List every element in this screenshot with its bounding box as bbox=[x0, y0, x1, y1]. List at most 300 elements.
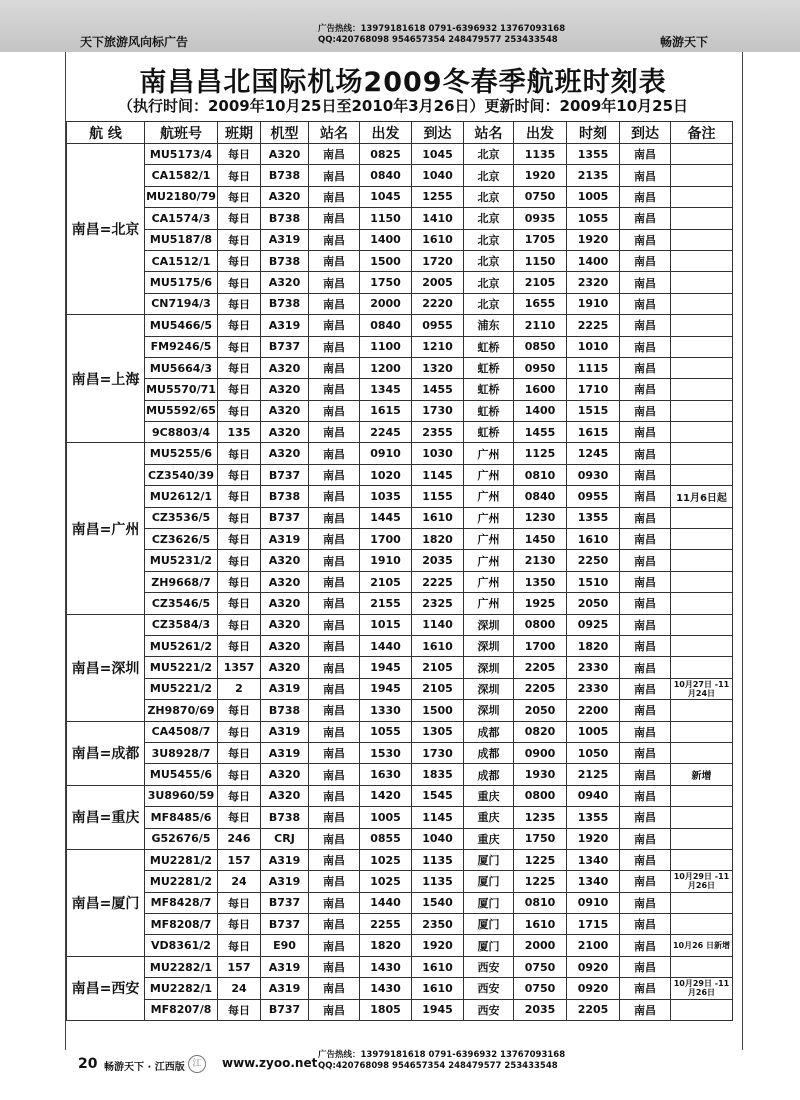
destination-station-cell: 广州 bbox=[464, 571, 514, 592]
departure-time-cell: 2255 bbox=[360, 914, 412, 935]
route-cell: 南昌=上海 bbox=[67, 315, 145, 443]
origin-station-cell: 南昌 bbox=[309, 635, 360, 656]
aircraft-type-cell: A319 bbox=[261, 871, 309, 892]
return-arrival-time-cell: 1355 bbox=[567, 507, 620, 528]
schedule-days-cell: 1357 bbox=[218, 657, 261, 678]
destination-station-cell: 北京 bbox=[464, 293, 514, 314]
departure-time-cell: 1200 bbox=[360, 357, 412, 378]
remark-cell bbox=[671, 742, 733, 763]
flight-number-cell: MU5187/8 bbox=[145, 229, 218, 250]
destination-station-cell: 厦门 bbox=[464, 892, 514, 913]
origin-station-cell: 南昌 bbox=[309, 807, 360, 828]
return-arrival-time-cell: 1340 bbox=[567, 849, 620, 870]
flight-number-cell: 9C8803/4 bbox=[145, 422, 218, 443]
remark-cell bbox=[671, 529, 733, 550]
table-row bbox=[67, 892, 733, 913]
return-station-cell: 南昌 bbox=[620, 807, 671, 828]
table-row bbox=[67, 550, 733, 571]
table-row bbox=[67, 144, 733, 165]
remark-cell bbox=[671, 293, 733, 314]
schedule-days-cell: 每日 bbox=[218, 742, 261, 763]
origin-station-cell: 南昌 bbox=[309, 144, 360, 165]
destination-station-cell: 广州 bbox=[464, 464, 514, 485]
flight-number-cell: CA4508/7 bbox=[145, 721, 218, 742]
origin-station-cell: 南昌 bbox=[309, 443, 360, 464]
table-row bbox=[67, 571, 733, 592]
return-arrival-time-cell: 2225 bbox=[567, 315, 620, 336]
header-ad-hotline: 广告热线：13979181618 0791-6396932 13767093168 bbox=[318, 24, 566, 34]
aircraft-type-cell: B738 bbox=[261, 250, 309, 271]
departure-time-cell: 1445 bbox=[360, 507, 412, 528]
return-departure-time-cell: 1400 bbox=[514, 400, 567, 421]
departure-time-cell: 1805 bbox=[360, 999, 412, 1020]
return-station-cell: 南昌 bbox=[620, 250, 671, 271]
schedule-days-cell: 每日 bbox=[218, 464, 261, 485]
table-row bbox=[67, 529, 733, 550]
remark-cell bbox=[671, 721, 733, 742]
destination-station-cell: 深圳 bbox=[464, 700, 514, 721]
return-arrival-time-cell: 2320 bbox=[567, 272, 620, 293]
column-header: 航班号 bbox=[145, 122, 218, 144]
departure-time-cell: 1615 bbox=[360, 400, 412, 421]
remark-cell bbox=[671, 550, 733, 571]
return-arrival-time-cell: 1355 bbox=[567, 807, 620, 828]
departure-time-cell: 0910 bbox=[360, 443, 412, 464]
departure-time-cell: 1430 bbox=[360, 978, 412, 999]
return-station-cell: 南昌 bbox=[620, 593, 671, 614]
return-station-cell: 南昌 bbox=[620, 229, 671, 250]
flight-number-cell: MU2282/1 bbox=[145, 956, 218, 977]
arrival-time-cell: 1720 bbox=[412, 250, 464, 271]
departure-time-cell: 1345 bbox=[360, 379, 412, 400]
aircraft-type-cell: A319 bbox=[261, 229, 309, 250]
schedule-days-cell: 每日 bbox=[218, 165, 261, 186]
origin-station-cell: 南昌 bbox=[309, 764, 360, 785]
departure-time-cell: 0840 bbox=[360, 315, 412, 336]
return-arrival-time-cell: 2125 bbox=[567, 764, 620, 785]
remark-cell bbox=[671, 272, 733, 293]
arrival-time-cell: 1135 bbox=[412, 871, 464, 892]
return-departure-time-cell: 1150 bbox=[514, 250, 567, 271]
return-arrival-time-cell: 1055 bbox=[567, 208, 620, 229]
departure-time-cell: 1330 bbox=[360, 700, 412, 721]
table-body bbox=[67, 144, 733, 1021]
departure-time-cell: 2105 bbox=[360, 571, 412, 592]
return-departure-time-cell: 1655 bbox=[514, 293, 567, 314]
schedule-days-cell: 每日 bbox=[218, 208, 261, 229]
return-departure-time-cell: 2035 bbox=[514, 999, 567, 1020]
return-arrival-time-cell: 1715 bbox=[567, 914, 620, 935]
destination-station-cell: 虹桥 bbox=[464, 400, 514, 421]
schedule-days-cell: 每日 bbox=[218, 443, 261, 464]
return-departure-time-cell: 2000 bbox=[514, 935, 567, 956]
return-departure-time-cell: 1750 bbox=[514, 828, 567, 849]
arrival-time-cell: 1610 bbox=[412, 635, 464, 656]
schedule-days-cell: 每日 bbox=[218, 272, 261, 293]
return-arrival-time-cell: 1115 bbox=[567, 357, 620, 378]
schedule-days-cell: 每日 bbox=[218, 593, 261, 614]
return-station-cell: 南昌 bbox=[620, 678, 671, 699]
destination-station-cell: 成都 bbox=[464, 721, 514, 742]
arrival-time-cell: 2355 bbox=[412, 422, 464, 443]
table-row bbox=[67, 422, 733, 443]
table-row bbox=[67, 315, 733, 336]
return-departure-time-cell: 0750 bbox=[514, 186, 567, 207]
return-station-cell: 南昌 bbox=[620, 892, 671, 913]
departure-time-cell: 1440 bbox=[360, 635, 412, 656]
return-arrival-time-cell: 1615 bbox=[567, 422, 620, 443]
destination-station-cell: 西安 bbox=[464, 978, 514, 999]
return-arrival-time-cell: 0930 bbox=[567, 464, 620, 485]
origin-station-cell: 南昌 bbox=[309, 956, 360, 977]
remark-cell bbox=[671, 144, 733, 165]
remark-cell bbox=[671, 785, 733, 806]
header-ad-block bbox=[318, 24, 565, 46]
return-departure-time-cell: 0750 bbox=[514, 956, 567, 977]
destination-station-cell: 成都 bbox=[464, 742, 514, 763]
return-departure-time-cell: 1705 bbox=[514, 229, 567, 250]
schedule-days-cell: 每日 bbox=[218, 144, 261, 165]
flight-number-cell: CA1582/1 bbox=[145, 165, 218, 186]
schedule-days-cell: 每日 bbox=[218, 550, 261, 571]
arrival-time-cell: 1820 bbox=[412, 529, 464, 550]
footer-ad-block bbox=[318, 1050, 565, 1072]
remark-cell bbox=[671, 422, 733, 443]
departure-time-cell: 1020 bbox=[360, 464, 412, 485]
return-departure-time-cell: 0935 bbox=[514, 208, 567, 229]
departure-time-cell: 0825 bbox=[360, 144, 412, 165]
page-subtitle: （执行时间：2009年10月25日至2010年3月26日）更新时间：2009年10月25日 bbox=[117, 97, 689, 115]
remark-cell bbox=[671, 700, 733, 721]
arrival-time-cell: 1305 bbox=[412, 721, 464, 742]
destination-station-cell: 北京 bbox=[464, 144, 514, 165]
departure-time-cell: 1945 bbox=[360, 678, 412, 699]
table-row bbox=[67, 657, 733, 678]
schedule-days-cell: 每日 bbox=[218, 614, 261, 635]
origin-station-cell: 南昌 bbox=[309, 828, 360, 849]
destination-station-cell: 厦门 bbox=[464, 914, 514, 935]
destination-station-cell: 北京 bbox=[464, 186, 514, 207]
flight-number-cell: MF8208/7 bbox=[145, 914, 218, 935]
departure-time-cell: 1945 bbox=[360, 657, 412, 678]
table-row bbox=[67, 785, 733, 806]
return-station-cell: 南昌 bbox=[620, 272, 671, 293]
destination-station-cell: 浦东 bbox=[464, 315, 514, 336]
origin-station-cell: 南昌 bbox=[309, 978, 360, 999]
arrival-time-cell: 1155 bbox=[412, 486, 464, 507]
return-station-cell: 南昌 bbox=[620, 614, 671, 635]
origin-station-cell: 南昌 bbox=[309, 208, 360, 229]
return-station-cell: 南昌 bbox=[620, 336, 671, 357]
remark-cell bbox=[671, 464, 733, 485]
table-row bbox=[67, 165, 733, 186]
origin-station-cell: 南昌 bbox=[309, 742, 360, 763]
origin-station-cell: 南昌 bbox=[309, 593, 360, 614]
return-arrival-time-cell: 1920 bbox=[567, 229, 620, 250]
table-row bbox=[67, 507, 733, 528]
schedule-days-cell: 每日 bbox=[218, 336, 261, 357]
aircraft-type-cell: A320 bbox=[261, 614, 309, 635]
return-departure-time-cell: 0820 bbox=[514, 721, 567, 742]
schedule-days-cell: 每日 bbox=[218, 293, 261, 314]
return-arrival-time-cell: 1010 bbox=[567, 336, 620, 357]
arrival-time-cell: 2225 bbox=[412, 571, 464, 592]
remark-cell: 新增 bbox=[671, 764, 733, 785]
return-arrival-time-cell: 1710 bbox=[567, 379, 620, 400]
return-arrival-time-cell: 2135 bbox=[567, 165, 620, 186]
return-departure-time-cell: 1610 bbox=[514, 914, 567, 935]
remark-cell bbox=[671, 379, 733, 400]
return-departure-time-cell: 0810 bbox=[514, 892, 567, 913]
remark-cell bbox=[671, 507, 733, 528]
arrival-time-cell: 1030 bbox=[412, 443, 464, 464]
aircraft-type-cell: B738 bbox=[261, 807, 309, 828]
destination-station-cell: 深圳 bbox=[464, 635, 514, 656]
origin-station-cell: 南昌 bbox=[309, 507, 360, 528]
column-header: 出发 bbox=[360, 122, 412, 144]
remark-cell bbox=[671, 336, 733, 357]
aircraft-type-cell: A319 bbox=[261, 849, 309, 870]
table-header-row bbox=[67, 122, 733, 144]
flight-number-cell: MU5261/2 bbox=[145, 635, 218, 656]
destination-station-cell: 广州 bbox=[464, 486, 514, 507]
aircraft-type-cell: A319 bbox=[261, 956, 309, 977]
aircraft-type-cell: A320 bbox=[261, 272, 309, 293]
aircraft-type-cell: A320 bbox=[261, 785, 309, 806]
return-departure-time-cell: 0900 bbox=[514, 742, 567, 763]
return-station-cell: 南昌 bbox=[620, 357, 671, 378]
departure-time-cell: 1015 bbox=[360, 614, 412, 635]
table-row bbox=[67, 229, 733, 250]
column-header: 到达 bbox=[412, 122, 464, 144]
destination-station-cell: 重庆 bbox=[464, 785, 514, 806]
aircraft-type-cell: B737 bbox=[261, 336, 309, 357]
aircraft-type-cell: A320 bbox=[261, 550, 309, 571]
destination-station-cell: 虹桥 bbox=[464, 357, 514, 378]
remark-cell bbox=[671, 400, 733, 421]
flight-number-cell: MU5466/5 bbox=[145, 315, 218, 336]
destination-station-cell: 北京 bbox=[464, 229, 514, 250]
aircraft-type-cell: A320 bbox=[261, 764, 309, 785]
return-departure-time-cell: 1350 bbox=[514, 571, 567, 592]
return-arrival-time-cell: 2250 bbox=[567, 550, 620, 571]
departure-time-cell: 1420 bbox=[360, 785, 412, 806]
return-arrival-time-cell: 2050 bbox=[567, 593, 620, 614]
flight-number-cell: ZH9870/69 bbox=[145, 700, 218, 721]
return-station-cell: 南昌 bbox=[620, 507, 671, 528]
return-station-cell: 南昌 bbox=[620, 529, 671, 550]
return-arrival-time-cell: 0920 bbox=[567, 956, 620, 977]
flight-number-cell: G52676/5 bbox=[145, 828, 218, 849]
origin-station-cell: 南昌 bbox=[309, 336, 360, 357]
origin-station-cell: 南昌 bbox=[309, 871, 360, 892]
arrival-time-cell: 1500 bbox=[412, 700, 464, 721]
schedule-days-cell: 每日 bbox=[218, 999, 261, 1020]
origin-station-cell: 南昌 bbox=[309, 422, 360, 443]
arrival-time-cell: 1455 bbox=[412, 379, 464, 400]
destination-station-cell: 虹桥 bbox=[464, 379, 514, 400]
flight-number-cell: MF8428/7 bbox=[145, 892, 218, 913]
departure-time-cell: 0855 bbox=[360, 828, 412, 849]
return-station-cell: 南昌 bbox=[620, 550, 671, 571]
aircraft-type-cell: A319 bbox=[261, 978, 309, 999]
table-row bbox=[67, 978, 733, 999]
arrival-time-cell: 1540 bbox=[412, 892, 464, 913]
flight-number-cell: MU5664/3 bbox=[145, 357, 218, 378]
column-header: 到达 bbox=[620, 122, 671, 144]
destination-station-cell: 北京 bbox=[464, 272, 514, 293]
arrival-time-cell: 2325 bbox=[412, 593, 464, 614]
remark-cell bbox=[671, 593, 733, 614]
flight-number-cell: MU2281/2 bbox=[145, 871, 218, 892]
return-departure-time-cell: 2205 bbox=[514, 678, 567, 699]
destination-station-cell: 广州 bbox=[464, 443, 514, 464]
return-station-cell: 南昌 bbox=[620, 785, 671, 806]
schedule-days-cell: 每日 bbox=[218, 250, 261, 271]
return-departure-time-cell: 2105 bbox=[514, 272, 567, 293]
origin-station-cell: 南昌 bbox=[309, 486, 360, 507]
return-departure-time-cell: 0950 bbox=[514, 357, 567, 378]
header-section-tag: 天下旅游风向标广告 bbox=[80, 35, 189, 49]
departure-time-cell: 1025 bbox=[360, 849, 412, 870]
route-cell: 南昌=广州 bbox=[67, 443, 145, 614]
return-station-cell: 南昌 bbox=[620, 571, 671, 592]
arrival-time-cell: 2105 bbox=[412, 678, 464, 699]
footer-ad-qq: QQ:420768098 954657354 248479577 253433548 bbox=[318, 1061, 558, 1071]
return-arrival-time-cell: 1005 bbox=[567, 721, 620, 742]
return-departure-time-cell: 0810 bbox=[514, 464, 567, 485]
table-row bbox=[67, 914, 733, 935]
return-station-cell: 南昌 bbox=[620, 871, 671, 892]
departure-time-cell: 1500 bbox=[360, 250, 412, 271]
schedule-days-cell: 每日 bbox=[218, 571, 261, 592]
departure-time-cell: 1025 bbox=[360, 871, 412, 892]
return-station-cell: 南昌 bbox=[620, 914, 671, 935]
origin-station-cell: 南昌 bbox=[309, 892, 360, 913]
origin-station-cell: 南昌 bbox=[309, 678, 360, 699]
return-departure-time-cell: 1700 bbox=[514, 635, 567, 656]
flight-number-cell: FM9246/5 bbox=[145, 336, 218, 357]
return-arrival-time-cell: 1920 bbox=[567, 828, 620, 849]
destination-station-cell: 广州 bbox=[464, 529, 514, 550]
arrival-time-cell: 1145 bbox=[412, 807, 464, 828]
remark-cell bbox=[671, 315, 733, 336]
aircraft-type-cell: B738 bbox=[261, 208, 309, 229]
table-row bbox=[67, 721, 733, 742]
return-departure-time-cell: 1920 bbox=[514, 165, 567, 186]
return-departure-time-cell: 0800 bbox=[514, 614, 567, 635]
origin-station-cell: 南昌 bbox=[309, 272, 360, 293]
return-arrival-time-cell: 2200 bbox=[567, 700, 620, 721]
aircraft-type-cell: B737 bbox=[261, 892, 309, 913]
return-arrival-time-cell: 2100 bbox=[567, 935, 620, 956]
return-station-cell: 南昌 bbox=[620, 144, 671, 165]
table-row bbox=[67, 635, 733, 656]
origin-station-cell: 南昌 bbox=[309, 379, 360, 400]
table-row bbox=[67, 400, 733, 421]
return-arrival-time-cell: 1340 bbox=[567, 871, 620, 892]
arrival-time-cell: 1730 bbox=[412, 400, 464, 421]
aircraft-type-cell: A319 bbox=[261, 315, 309, 336]
return-departure-time-cell: 0850 bbox=[514, 336, 567, 357]
schedule-days-cell: 每日 bbox=[218, 315, 261, 336]
return-arrival-time-cell: 1050 bbox=[567, 742, 620, 763]
destination-station-cell: 西安 bbox=[464, 999, 514, 1020]
origin-station-cell: 南昌 bbox=[309, 849, 360, 870]
remark-cell bbox=[671, 657, 733, 678]
column-header: 出发 bbox=[514, 122, 567, 144]
flight-number-cell: CZ3536/5 bbox=[145, 507, 218, 528]
arrival-time-cell: 1140 bbox=[412, 614, 464, 635]
remark-cell bbox=[671, 186, 733, 207]
aircraft-type-cell: A320 bbox=[261, 144, 309, 165]
edition-badge-icon: 江 bbox=[188, 1055, 206, 1073]
flight-number-cell: CN7194/3 bbox=[145, 293, 218, 314]
origin-station-cell: 南昌 bbox=[309, 999, 360, 1020]
return-station-cell: 南昌 bbox=[620, 721, 671, 742]
arrival-time-cell: 1145 bbox=[412, 464, 464, 485]
flight-number-cell: MU5221/2 bbox=[145, 678, 218, 699]
footer-website: www.zyoo.net bbox=[222, 1056, 318, 1070]
remark-cell bbox=[671, 571, 733, 592]
aircraft-type-cell: A320 bbox=[261, 571, 309, 592]
remark-cell bbox=[671, 250, 733, 271]
table-row bbox=[67, 593, 733, 614]
arrival-time-cell: 1410 bbox=[412, 208, 464, 229]
table-row bbox=[67, 208, 733, 229]
return-station-cell: 南昌 bbox=[620, 315, 671, 336]
return-departure-time-cell: 1455 bbox=[514, 422, 567, 443]
origin-station-cell: 南昌 bbox=[309, 186, 360, 207]
return-station-cell: 南昌 bbox=[620, 764, 671, 785]
schedule-days-cell: 每日 bbox=[218, 529, 261, 550]
page-number: 20 bbox=[78, 1056, 98, 1072]
return-station-cell: 南昌 bbox=[620, 742, 671, 763]
departure-time-cell: 0840 bbox=[360, 165, 412, 186]
table-row bbox=[67, 250, 733, 271]
return-arrival-time-cell: 1245 bbox=[567, 443, 620, 464]
return-station-cell: 南昌 bbox=[620, 422, 671, 443]
destination-station-cell: 北京 bbox=[464, 250, 514, 271]
origin-station-cell: 南昌 bbox=[309, 293, 360, 314]
return-arrival-time-cell: 2330 bbox=[567, 657, 620, 678]
arrival-time-cell: 1945 bbox=[412, 999, 464, 1020]
departure-time-cell: 1055 bbox=[360, 721, 412, 742]
return-arrival-time-cell: 1510 bbox=[567, 571, 620, 592]
column-header: 时刻 bbox=[567, 122, 620, 144]
return-station-cell: 南昌 bbox=[620, 165, 671, 186]
table-row bbox=[67, 871, 733, 892]
return-departure-time-cell: 1225 bbox=[514, 849, 567, 870]
flight-number-cell: CA1574/3 bbox=[145, 208, 218, 229]
flight-number-cell: CZ3626/5 bbox=[145, 529, 218, 550]
destination-station-cell: 厦门 bbox=[464, 935, 514, 956]
aircraft-type-cell: B737 bbox=[261, 464, 309, 485]
flight-number-cell: MU5570/71 bbox=[145, 379, 218, 400]
destination-station-cell: 虹桥 bbox=[464, 336, 514, 357]
departure-time-cell: 1035 bbox=[360, 486, 412, 507]
remark-cell bbox=[671, 208, 733, 229]
flight-number-cell: 3U8928/7 bbox=[145, 742, 218, 763]
arrival-time-cell: 2005 bbox=[412, 272, 464, 293]
destination-station-cell: 深圳 bbox=[464, 657, 514, 678]
return-station-cell: 南昌 bbox=[620, 828, 671, 849]
top-header-band bbox=[0, 0, 800, 52]
return-station-cell: 南昌 bbox=[620, 443, 671, 464]
origin-station-cell: 南昌 bbox=[309, 165, 360, 186]
destination-station-cell: 广州 bbox=[464, 593, 514, 614]
return-station-cell: 南昌 bbox=[620, 400, 671, 421]
